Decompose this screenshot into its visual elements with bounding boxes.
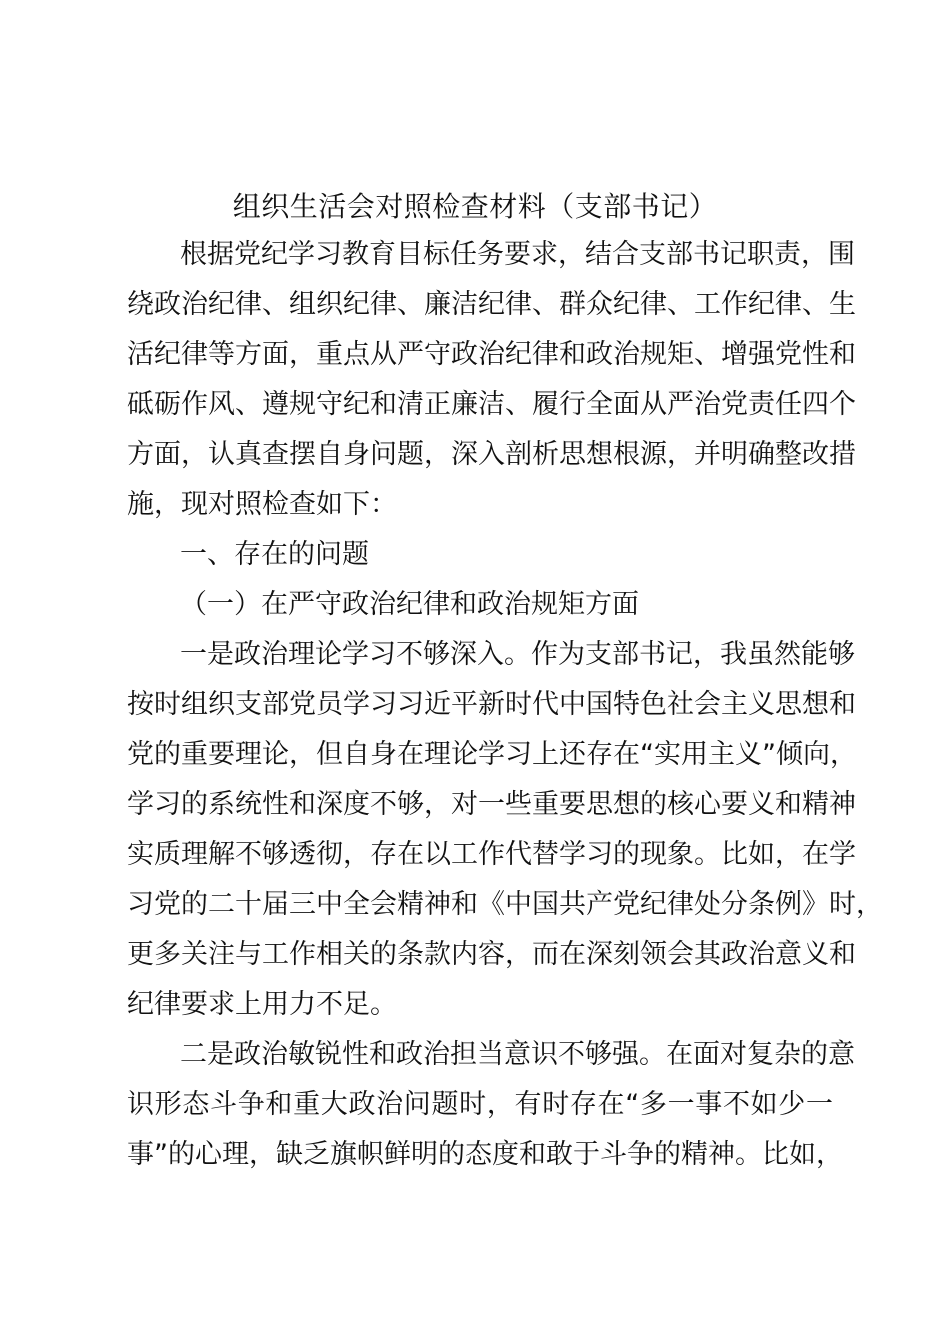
document-title: 组织生活会对照检查材料（支部书记） [232, 190, 718, 223]
section-heading-text: 一、存在的问题 [180, 539, 369, 570]
text-line: 识形态斗争和重大政治问题时，有时存在“多一事不如少一 [127, 1089, 833, 1120]
paragraph-intro [127, 230, 856, 530]
document-body [127, 230, 883, 1180]
text-line: 纪律要求上用力不足。 [127, 989, 397, 1020]
text-line: 活纪律等方面，重点从严守政治纪律和政治规矩、增强党性和 [127, 339, 856, 370]
text-line: 一是政治理论学习不够深入。作为支部书记，我虽然能够 [180, 639, 855, 670]
text-line: 学习的系统性和深度不够，对一些重要思想的核心要义和精神 [127, 789, 856, 820]
text-line: 根据党纪学习教育目标任务要求，结合支部书记职责，围 [180, 239, 855, 270]
text-line: 方面，认真查摆自身问题，深入剖析思想根源，并明确整改措 [127, 439, 856, 470]
text-line: 习党的二十届三中全会精神和《中国共产党纪律处分条例》时， [127, 889, 883, 920]
text-line: 绕政治纪律、组织纪律、廉洁纪律、群众纪律、工作纪律、生 [127, 289, 856, 320]
subsection-heading [127, 580, 833, 630]
text-line: 砥砺作风、遵规守纪和清正廉洁、履行全面从严治党责任四个 [127, 389, 856, 420]
text-line: 事”的心理，缺乏旗帜鲜明的态度和敢于斗争的精神。比如， [127, 1139, 843, 1170]
section-heading [127, 530, 833, 580]
text-line: 党的重要理论，但自身在理论学习上还存在“实用主义”倾向， [127, 739, 857, 770]
subsection-heading-text: （一）在严守政治纪律和政治规矩方面 [180, 589, 639, 620]
paragraph-point-one [127, 630, 883, 1030]
text-line: 二是政治敏锐性和政治担当意识不够强。在面对复杂的意 [180, 1039, 855, 1070]
text-line: 更多关注与工作相关的条款内容，而在深刻领会其政治意义和 [127, 939, 856, 970]
paragraph-point-two [127, 1030, 855, 1180]
text-line: 实质理解不够透彻，存在以工作代替学习的现象。比如，在学 [127, 839, 856, 870]
text-line: 按时组织支部党员学习习近平新时代中国特色社会主义思想和 [127, 689, 856, 720]
text-line: 施，现对照检查如下： [127, 489, 397, 520]
